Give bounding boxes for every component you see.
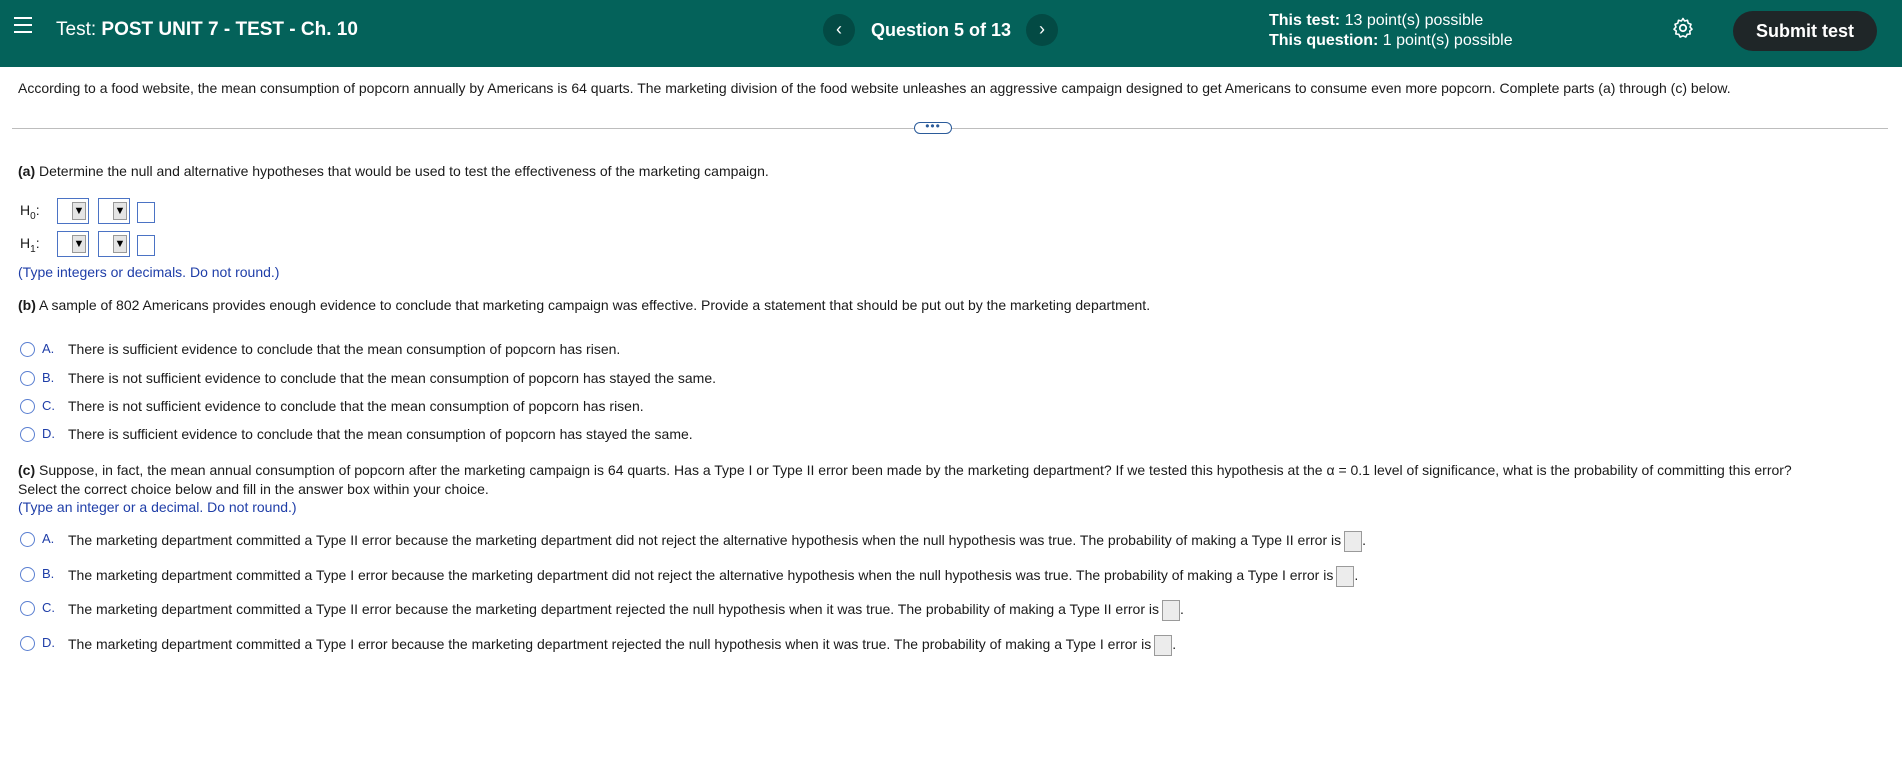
- part-a-label: (a): [18, 163, 36, 179]
- divider-expand-handle[interactable]: •••: [914, 122, 952, 134]
- answer-input[interactable]: [1344, 531, 1362, 552]
- answer-input[interactable]: [1162, 600, 1180, 621]
- gear-icon[interactable]: [1671, 16, 1695, 40]
- this-question-label: This question:: [1269, 32, 1379, 49]
- radio-button[interactable]: [20, 342, 35, 357]
- radio-button[interactable]: [20, 427, 35, 442]
- chevron-down-icon: ▼: [72, 235, 86, 253]
- h0-value-input[interactable]: [137, 202, 155, 223]
- hamburger-menu-icon[interactable]: [14, 17, 32, 33]
- submit-test-button[interactable]: Submit test: [1733, 11, 1877, 51]
- test-title: [56, 19, 358, 41]
- h0-parameter-dropdown[interactable]: [57, 198, 89, 224]
- this-test-label: This test:: [1269, 12, 1341, 29]
- part-a-note: (Type integers or decimals. Do not round.): [18, 264, 280, 280]
- points-summary: [1269, 11, 1513, 51]
- h1-operator-dropdown[interactable]: [98, 231, 130, 257]
- part-c-instruction: Select the correct choice below and fill in the answer box within your choice.: [18, 481, 489, 497]
- question-counter[interactable]: Question 5 of 13: [871, 20, 1012, 40]
- question-intro: According to a food website, the mean consumption of popcorn annually by Americans is 64 quarts. The marketing division of the food website unleashes an aggressive campaign designed to get Americans to consume even more popcorn. Complete parts (a) through (c) below.: [18, 80, 1731, 96]
- chevron-right-icon[interactable]: ›: [1026, 14, 1058, 46]
- radio-button[interactable]: [20, 636, 35, 651]
- chevron-down-icon: ▼: [113, 202, 127, 220]
- part-b-label: (b): [18, 297, 36, 313]
- part-c-prompt: [18, 462, 1792, 478]
- this-test-value: 13 point(s) possible: [1344, 12, 1484, 29]
- radio-button[interactable]: [20, 567, 35, 582]
- radio-button[interactable]: [20, 399, 35, 414]
- question-navigator: [823, 14, 1058, 46]
- this-question-value: 1 point(s) possible: [1382, 32, 1513, 49]
- part-b-prompt: [18, 297, 1150, 313]
- part-c-label: (c): [18, 462, 36, 478]
- top-bar: [0, 0, 1902, 67]
- part-c-note: (Type an integer or a decimal. Do not round.): [18, 499, 297, 515]
- part-a-prompt: [18, 163, 769, 179]
- chevron-left-icon[interactable]: ‹: [823, 14, 855, 46]
- radio-button[interactable]: [20, 601, 35, 616]
- part-a-text: Determine the null and alternative hypotheses that would be used to test the effectiveness of the marketing campaign.: [39, 163, 769, 179]
- answer-input[interactable]: [1154, 635, 1172, 656]
- h0-operator-dropdown[interactable]: [98, 198, 130, 224]
- h0-label: $H_0$:: [20, 202, 40, 222]
- part-b-text: A sample of 802 Americans provides enough evidence to conclude that marketing campaign was effective. Provide a statement that should be put out by the marketing department.: [39, 297, 1151, 313]
- test-title-prefix: Test:: [56, 19, 97, 40]
- radio-button[interactable]: [20, 532, 35, 547]
- chevron-down-icon: ▼: [113, 235, 127, 253]
- h1-parameter-dropdown[interactable]: [57, 231, 89, 257]
- part-c-text: Suppose, in fact, the mean annual consumption of popcorn after the marketing campaign is 64 quarts. Has a Type I or Type II error been made by the marketing department? If we tested this hypothesis at the α = 0.1 level of significance, what is the probability of committing this error?: [39, 462, 1792, 478]
- chevron-down-icon: ▼: [72, 202, 86, 220]
- h1-label: $H_1$:: [20, 235, 40, 255]
- h1-value-input[interactable]: [137, 235, 155, 256]
- answer-input[interactable]: [1336, 566, 1354, 587]
- test-title-name: POST UNIT 7 - TEST - Ch. 10: [101, 19, 358, 40]
- radio-button[interactable]: [20, 371, 35, 386]
